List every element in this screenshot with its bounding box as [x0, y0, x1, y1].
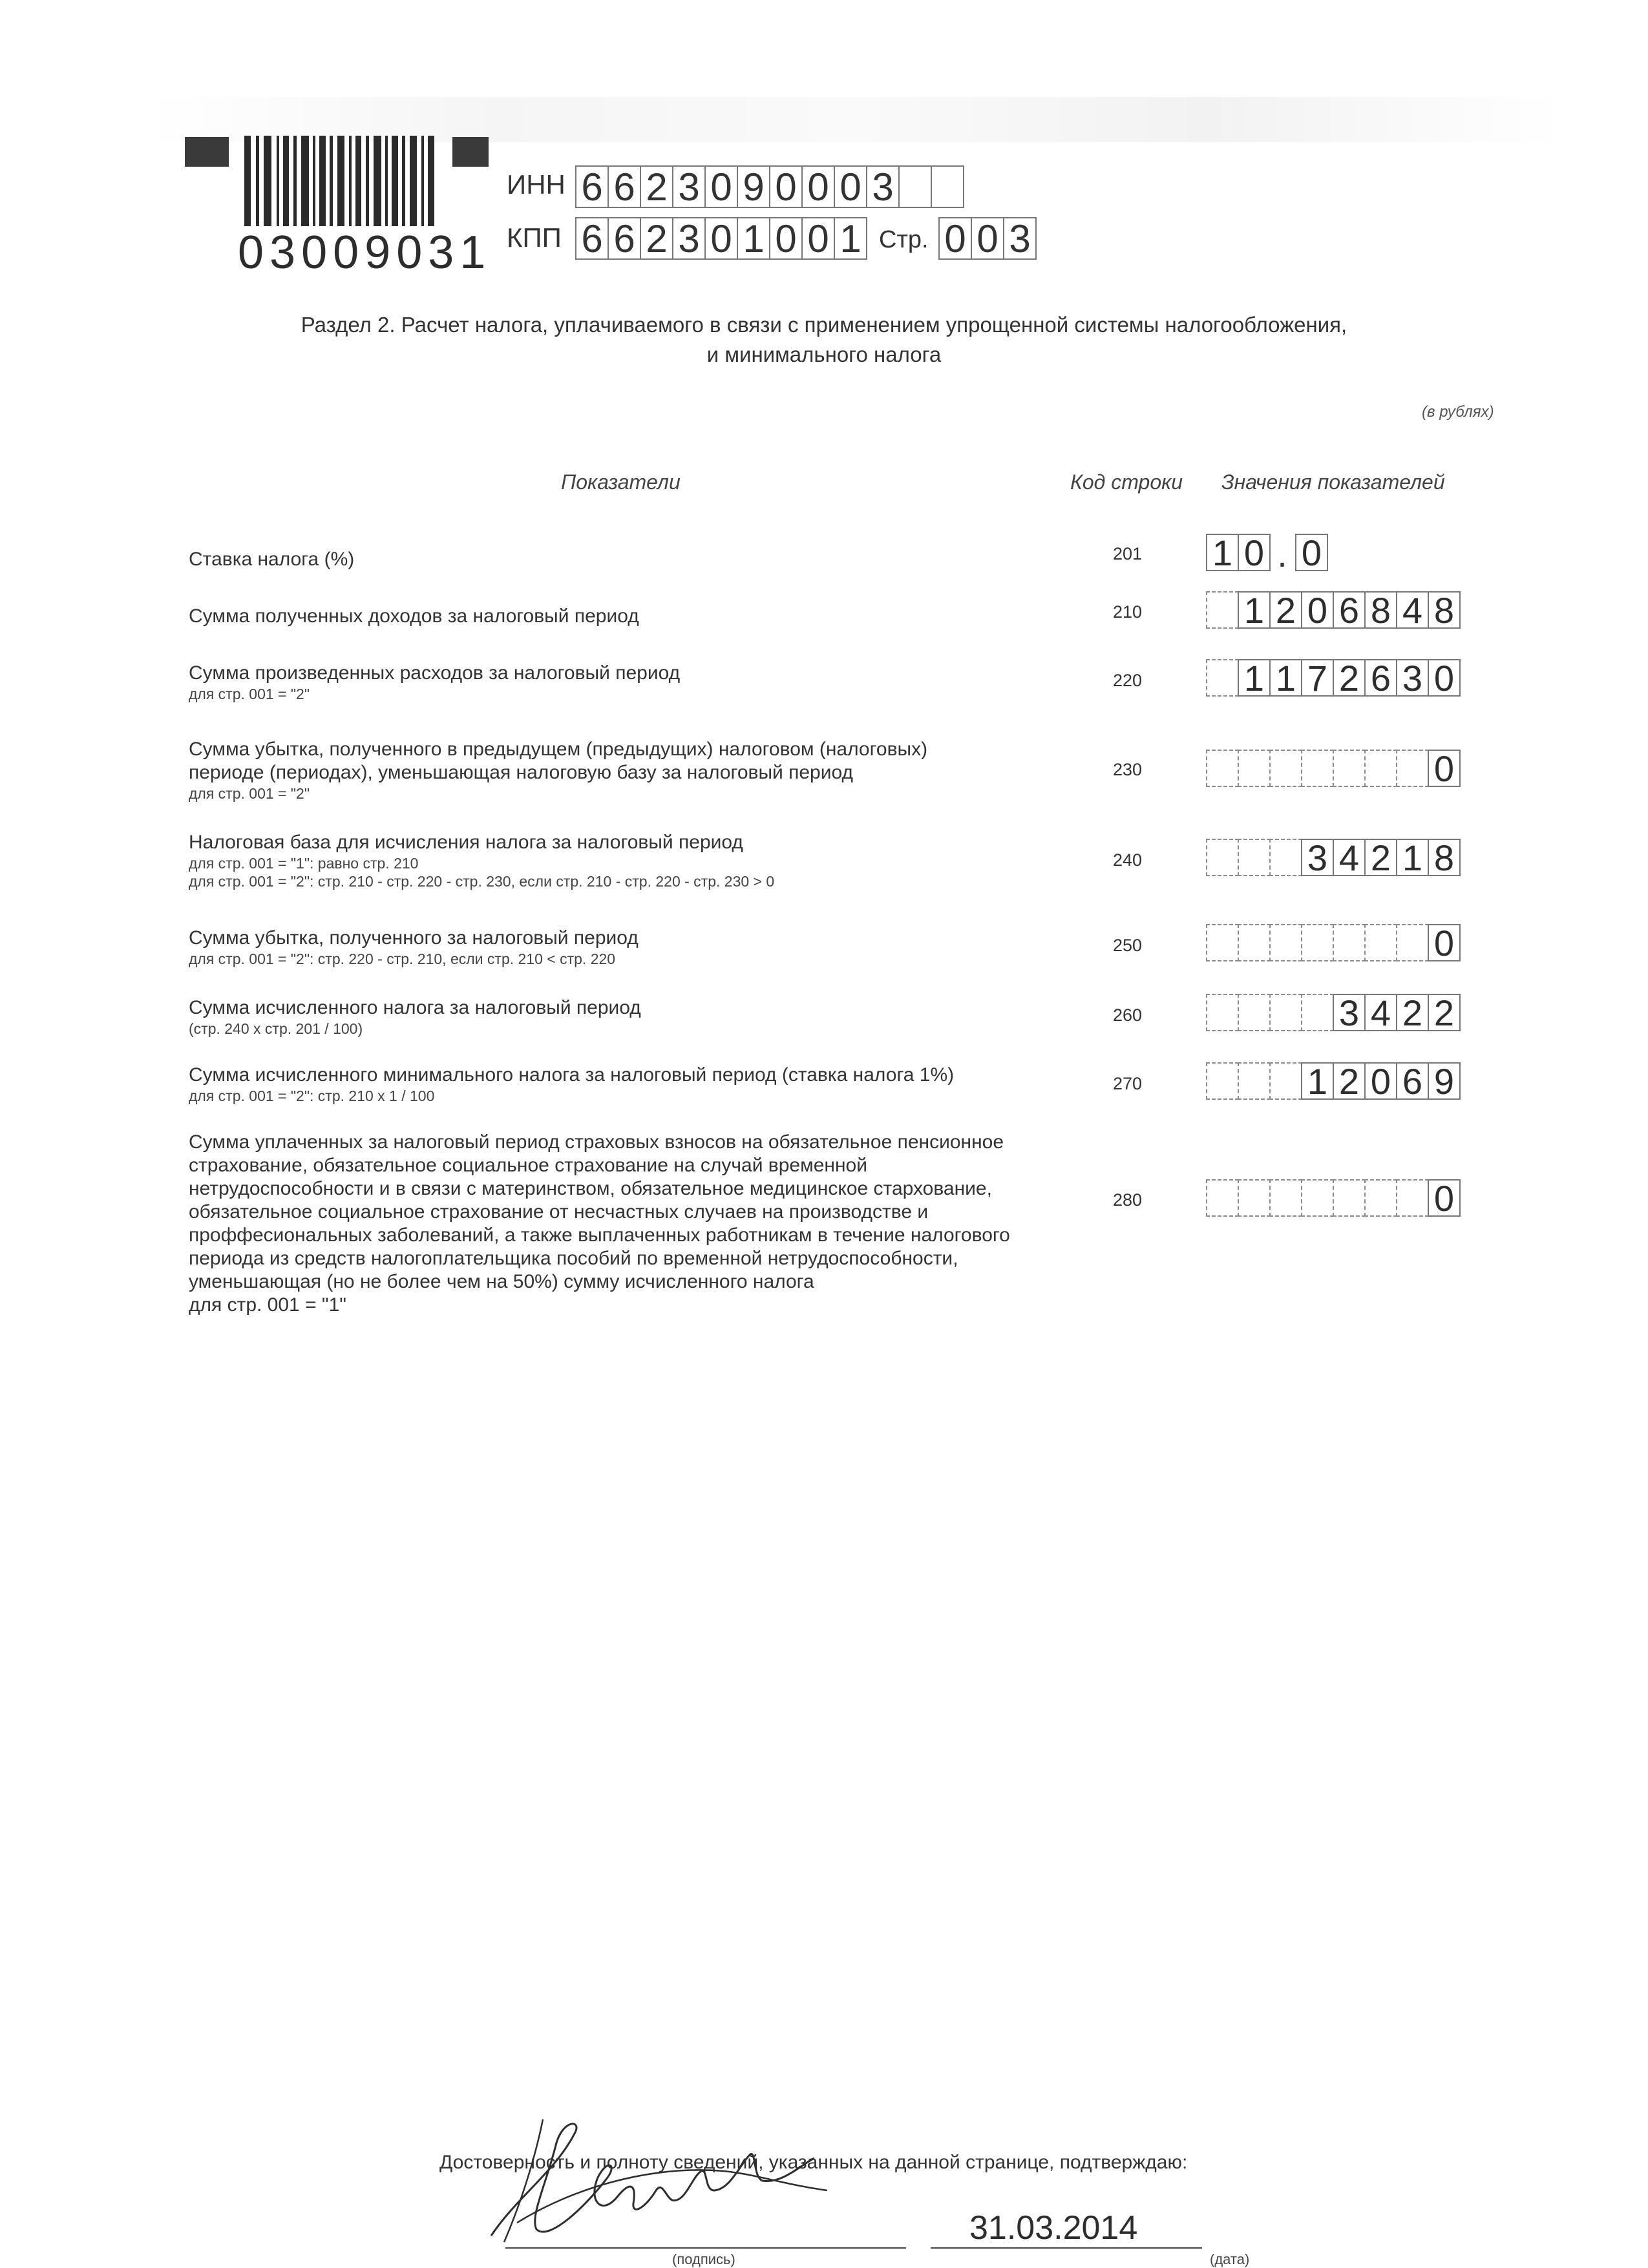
- digit-cell: 3: [672, 217, 706, 260]
- value-cell: [1364, 750, 1397, 787]
- digit-cell: 0: [971, 217, 1004, 260]
- value-cell: [1206, 994, 1239, 1031]
- value-cell: [1269, 839, 1302, 876]
- column-header-values: Значения показателей: [1221, 470, 1445, 494]
- value-cell: [1396, 924, 1429, 961]
- value-cell: 0: [1238, 534, 1271, 571]
- value-cell: [1301, 1179, 1334, 1217]
- row-code: 230: [1113, 760, 1143, 779]
- value-cell: 0: [1301, 591, 1334, 629]
- row-value: [1206, 924, 1459, 961]
- digit-cell: [898, 165, 932, 208]
- row-note: для стр. 001 = "2": стр. 210 х 1 / 100: [189, 1087, 435, 1104]
- corner-marker: [452, 137, 489, 167]
- row-label: проффесиональных заболеваний, а также выплаченных работникам в течение налогового: [189, 1224, 1010, 1246]
- value-cell: 2: [1396, 994, 1429, 1031]
- date-value: 31.03.2014: [969, 2209, 1138, 2247]
- value-cell: 8: [1428, 839, 1461, 876]
- value-cell: [1238, 750, 1271, 787]
- row-label: нетрудоспособности и в связи с материнством, обязательное медицинское стархование,: [189, 1178, 992, 1199]
- decimal-point: .: [1277, 534, 1287, 574]
- value-cell: 1: [1238, 659, 1271, 697]
- value-cell: 6: [1333, 591, 1366, 629]
- digit-cell: 6: [607, 165, 641, 208]
- row-label: Сумма убытка, полученного в предыдущем (предыдущих) налоговом (налоговых): [189, 739, 928, 760]
- digit-cell: 6: [575, 217, 609, 260]
- row-note: для стр. 001 = "1": равно стр. 210: [189, 855, 419, 872]
- digit-cell: 2: [640, 217, 673, 260]
- value-cell: 4: [1396, 591, 1429, 629]
- value-cell: [1206, 659, 1239, 697]
- digit-cell: 0: [769, 217, 803, 260]
- date-caption: (дата): [1210, 2251, 1250, 2267]
- value-cell: [1301, 750, 1334, 787]
- value-cell: [1238, 1179, 1271, 1217]
- value-cell: 8: [1364, 591, 1397, 629]
- value-cell: 4: [1333, 839, 1366, 876]
- value-cell: [1269, 1179, 1302, 1217]
- row-label: Сумма произведенных расходов за налоговый период: [189, 662, 681, 684]
- value-cell: 0: [1428, 1179, 1461, 1217]
- value-cell: 1: [1269, 659, 1302, 697]
- row-value: [1206, 839, 1459, 876]
- value-cell: [1333, 750, 1366, 787]
- value-cell: 1: [1206, 534, 1239, 571]
- row-label: Налоговая база для исчисления налога за налоговый период: [189, 832, 743, 853]
- signature-caption: (подпись): [672, 2251, 735, 2267]
- barcode-icon: [244, 136, 438, 226]
- row-code: 201: [1113, 544, 1143, 563]
- section-subtitle: и минимального налога: [706, 342, 942, 366]
- row-note: для стр. 001 = "2": стр. 220 - стр. 210, если стр. 210 < стр. 220: [189, 950, 616, 967]
- row-value: [1206, 994, 1459, 1031]
- digit-cell: 6: [607, 217, 641, 260]
- value-cell: 2: [1364, 839, 1397, 876]
- row-label: периода из средств налогоплательщика пособий по временной нетрудоспособности,: [189, 1248, 958, 1269]
- value-cell: [1238, 994, 1271, 1031]
- value-cell: [1206, 924, 1239, 961]
- row-label: Сумма исчисленного минимального налога за налоговый период (ставка налога 1%): [189, 1064, 955, 1086]
- row-label: Сумма уплаченных за налоговый период страховых взносов на обязательное пенсионное: [189, 1131, 1004, 1153]
- value-cell: [1238, 839, 1271, 876]
- inn-field: [575, 165, 963, 208]
- units-note: (в рублях): [1422, 403, 1494, 421]
- value-cell: [1206, 1179, 1239, 1217]
- value-cell: [1396, 750, 1429, 787]
- row-note: для стр. 001 = "2": [189, 785, 310, 802]
- row-label: Сумма убытка, полученного за налоговый период: [189, 927, 639, 949]
- value-cell: 2: [1333, 659, 1366, 697]
- digit-cell: [931, 165, 964, 208]
- row-note: для стр. 001 = "2": [189, 686, 310, 702]
- column-header-code: Код строки: [1070, 470, 1183, 494]
- value-cell: [1396, 1179, 1429, 1217]
- value-cell: [1269, 924, 1302, 961]
- value-cell: [1333, 1179, 1366, 1217]
- value-cell: 3: [1333, 994, 1366, 1031]
- value-cell: [1301, 924, 1334, 961]
- column-header-indicators: Показатели: [561, 470, 681, 494]
- row-code: 210: [1113, 602, 1143, 622]
- row-code: 240: [1113, 850, 1143, 870]
- digit-cell: 0: [769, 165, 803, 208]
- page-label: Стр.: [879, 226, 929, 253]
- inn-label: ИНН: [507, 169, 565, 200]
- value-cell: [1206, 1062, 1239, 1100]
- row-code: 280: [1113, 1190, 1143, 1210]
- digit-cell: 0: [834, 165, 867, 208]
- value-cell: [1301, 994, 1334, 1031]
- value-cell: 0: [1428, 659, 1461, 697]
- value-cell: 4: [1364, 994, 1397, 1031]
- value-cell: 1: [1301, 1062, 1334, 1100]
- value-cell: 0: [1364, 1062, 1397, 1100]
- value-cell: [1364, 1179, 1397, 1217]
- barcode-number: 03009031: [238, 227, 492, 278]
- digit-cell: 3: [672, 165, 706, 208]
- confirmation-text: Достоверность и полноту сведений, указанных на данной странице, подтверждаю:: [439, 2152, 1188, 2173]
- value-cell: [1269, 994, 1302, 1031]
- value-cell: [1269, 750, 1302, 787]
- kpp-field: [575, 217, 866, 260]
- value-cell: 2: [1428, 994, 1461, 1031]
- section-title: Раздел 2. Расчет налога, уплачиваемого в связи с применением упрощенной системы налогообложения,: [301, 313, 1347, 337]
- row-value: [1206, 659, 1459, 697]
- value-cell: 0: [1428, 924, 1461, 961]
- value-cell: [1364, 924, 1397, 961]
- digit-cell: 0: [704, 165, 738, 208]
- value-cell: 0: [1295, 534, 1328, 571]
- digit-cell: 2: [640, 165, 673, 208]
- value-cell: [1238, 1062, 1271, 1100]
- row-note: для стр. 001 = "2": стр. 210 - стр. 220 - стр. 230, если стр. 210 - стр. 220 - стр. 230 > 0: [189, 873, 775, 890]
- digit-cell: 1: [834, 217, 867, 260]
- digit-cell: 6: [575, 165, 609, 208]
- date-line: [931, 2247, 1202, 2249]
- row-label: Ставка налога (%): [189, 549, 355, 570]
- value-cell: 7: [1301, 659, 1334, 697]
- value-cell: [1206, 591, 1239, 629]
- row-label: уменьшающая (но не более чем на 50%) сумму исчисленного налога: [189, 1271, 814, 1292]
- value-cell: [1238, 924, 1271, 961]
- row-value: [1206, 750, 1459, 787]
- value-cell: 1: [1238, 591, 1271, 629]
- value-cell: 8: [1428, 591, 1461, 629]
- digit-cell: 0: [938, 217, 972, 260]
- row-label: обязательное социальное страхование от несчастных случаев на производстве и: [189, 1201, 929, 1223]
- value-cell: [1206, 839, 1239, 876]
- digit-cell: 0: [801, 217, 835, 260]
- row-code: 250: [1113, 936, 1143, 955]
- value-cell: 3: [1301, 839, 1334, 876]
- digit-cell: 1: [737, 217, 770, 260]
- value-cell: 6: [1396, 1062, 1429, 1100]
- value-cell: [1206, 750, 1239, 787]
- value-cell: 6: [1364, 659, 1397, 697]
- value-cell: 3: [1396, 659, 1429, 697]
- signature-line: [505, 2247, 906, 2249]
- row-code: 260: [1113, 1005, 1143, 1025]
- row-value: [1206, 1179, 1459, 1217]
- digit-cell: 9: [737, 165, 770, 208]
- row-note: (стр. 240 х стр. 201 / 100): [189, 1020, 363, 1037]
- digit-cell: 3: [1003, 217, 1037, 260]
- kpp-label: КПП: [507, 222, 562, 253]
- corner-marker: [185, 137, 229, 167]
- row-code: 270: [1113, 1074, 1143, 1093]
- digit-cell: 3: [866, 165, 900, 208]
- row-label: страхование, обязательное социальное страхование на случай временной: [189, 1155, 867, 1176]
- value-cell: 2: [1269, 591, 1302, 629]
- row-label: Сумма полученных доходов за налоговый период: [189, 605, 639, 627]
- digit-cell: 0: [704, 217, 738, 260]
- value-cell: [1333, 924, 1366, 961]
- row-label: периоде (периодах), уменьшающая налоговую базу за налоговый период: [189, 762, 853, 783]
- row-value: [1206, 591, 1459, 629]
- value-cell: [1269, 1062, 1302, 1100]
- page-number-field: [938, 217, 1035, 260]
- value-cell: 1: [1396, 839, 1429, 876]
- digit-cell: 0: [801, 165, 835, 208]
- row-value: [1206, 532, 1327, 574]
- row-label: для стр. 001 = "1": [189, 1294, 346, 1316]
- value-cell: 2: [1333, 1062, 1366, 1100]
- row-label: Сумма исчисленного налога за налоговый период: [189, 997, 641, 1018]
- row-value: [1206, 1062, 1459, 1100]
- value-cell: 9: [1428, 1062, 1461, 1100]
- value-cell: 0: [1428, 750, 1461, 787]
- row-code: 220: [1113, 671, 1143, 690]
- signature-icon: [478, 2094, 840, 2249]
